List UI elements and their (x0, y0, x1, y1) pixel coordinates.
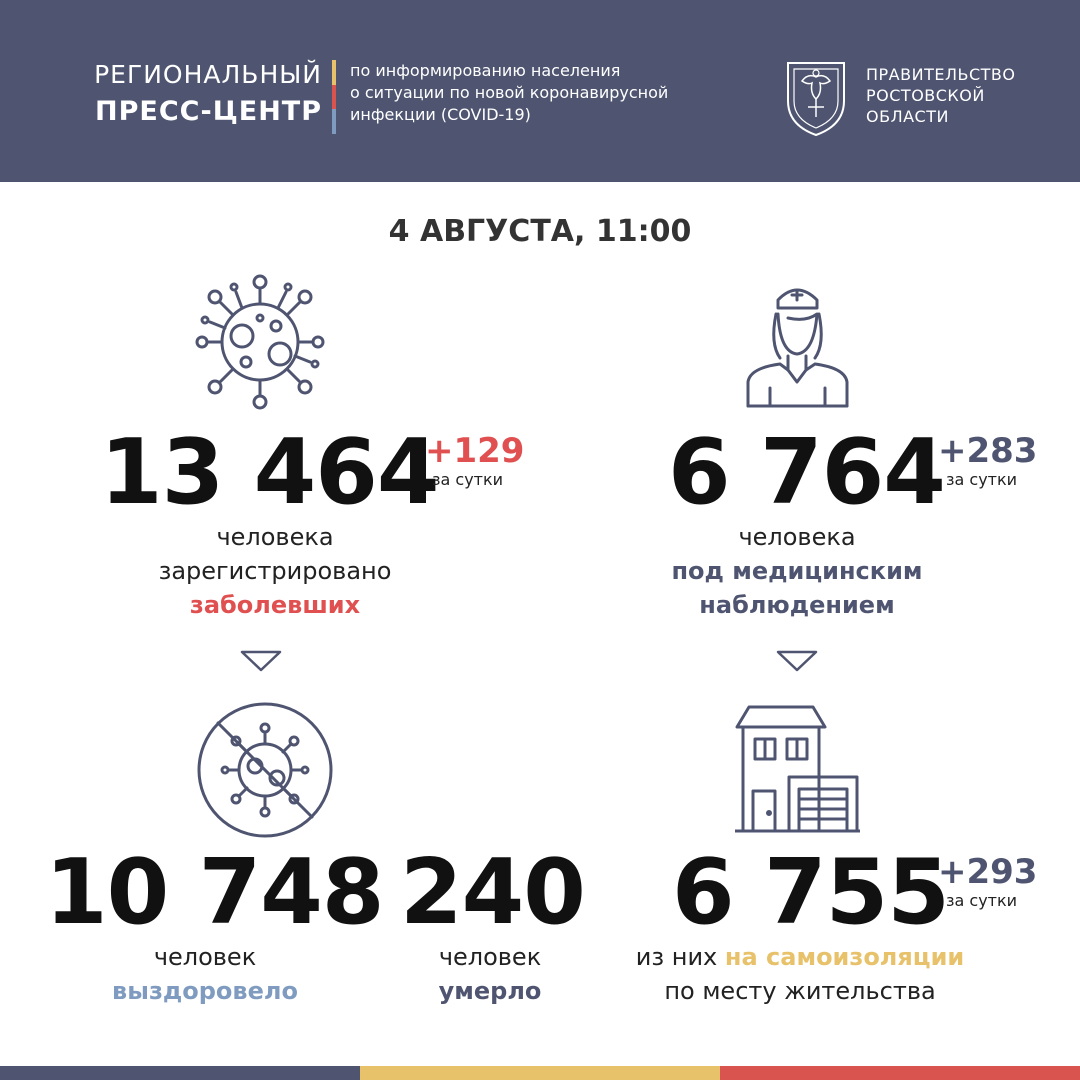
report-date: 4 АВГУСТА, 11:00 (388, 214, 692, 249)
isolated-caption-line1 (590, 940, 1010, 974)
isolated-caption (590, 940, 1010, 1008)
down-arrow-icon (240, 650, 282, 672)
brand-title-line1: РЕГИОНАЛЬНЫЙ (94, 60, 322, 89)
footer-stripe (360, 1066, 720, 1080)
coat-of-arms-icon (780, 55, 852, 139)
observed-caption (632, 520, 962, 622)
brand-subtitle-line: по информированию населения (350, 61, 621, 80)
government-title-line: РОСТОВСКОЙ (866, 86, 985, 105)
died-total: 240 (400, 840, 585, 945)
isolated-total: 6 755 (672, 840, 949, 945)
infected-caption-line1: человека (216, 523, 334, 551)
recovered-caption-highlight: выздоровело (112, 977, 298, 1005)
infected-delta: +129 (425, 431, 525, 471)
nurse-icon (740, 278, 855, 410)
died-caption (390, 940, 590, 1008)
observed-per-day: за сутки (946, 470, 1018, 489)
government-title (866, 64, 1015, 127)
down-arrow-icon (776, 650, 818, 672)
brand-subtitle-line: инфекции (COVID-19) (350, 105, 531, 124)
observed-caption-highlight: под медицинским (671, 557, 923, 585)
brand-subtitle (350, 60, 750, 126)
observed-caption-highlight: наблюдением (699, 591, 895, 619)
died-caption-highlight: умерло (438, 977, 542, 1005)
header-banner (0, 0, 1080, 182)
infected-caption-line2: зарегистрировано (158, 557, 392, 585)
recovered-caption-line1: человек (153, 943, 257, 971)
recovered-total: 10 748 (45, 840, 384, 945)
footer-stripe (720, 1066, 1080, 1080)
isolated-caption-line2: по месту жительства (664, 977, 936, 1005)
government-title-line: ПРАВИТЕЛЬСТВО (866, 65, 1016, 84)
no-virus-icon (195, 700, 335, 840)
infected-caption-highlight: заболевших (189, 591, 361, 619)
virus-icon (190, 270, 330, 415)
observed-delta: +283 (938, 431, 1038, 471)
infected-per-day: за сутки (432, 470, 504, 489)
infected-total: 13 464 (100, 420, 439, 525)
isolated-delta: +293 (938, 852, 1038, 892)
infected-caption (110, 520, 440, 622)
isolated-caption-prefix: из них (635, 943, 725, 971)
government-title-line: ОБЛАСТИ (866, 107, 949, 126)
isolated-per-day: за сутки (946, 891, 1018, 910)
observed-caption-line1: человека (738, 523, 856, 551)
brand-divider (332, 60, 336, 134)
died-caption-line1: человек (438, 943, 542, 971)
isolated-caption-highlight: на самоизоляции (724, 943, 965, 971)
house-icon (735, 705, 860, 835)
footer-stripe (0, 1066, 360, 1080)
observed-total: 6 764 (668, 420, 945, 525)
recovered-caption (85, 940, 325, 1008)
brand-subtitle-line: о ситуации по новой коронавирусной (350, 83, 669, 102)
footer-color-bar (0, 1066, 1080, 1080)
brand-title-line2: ПРЕСС-ЦЕНТР (95, 96, 322, 127)
